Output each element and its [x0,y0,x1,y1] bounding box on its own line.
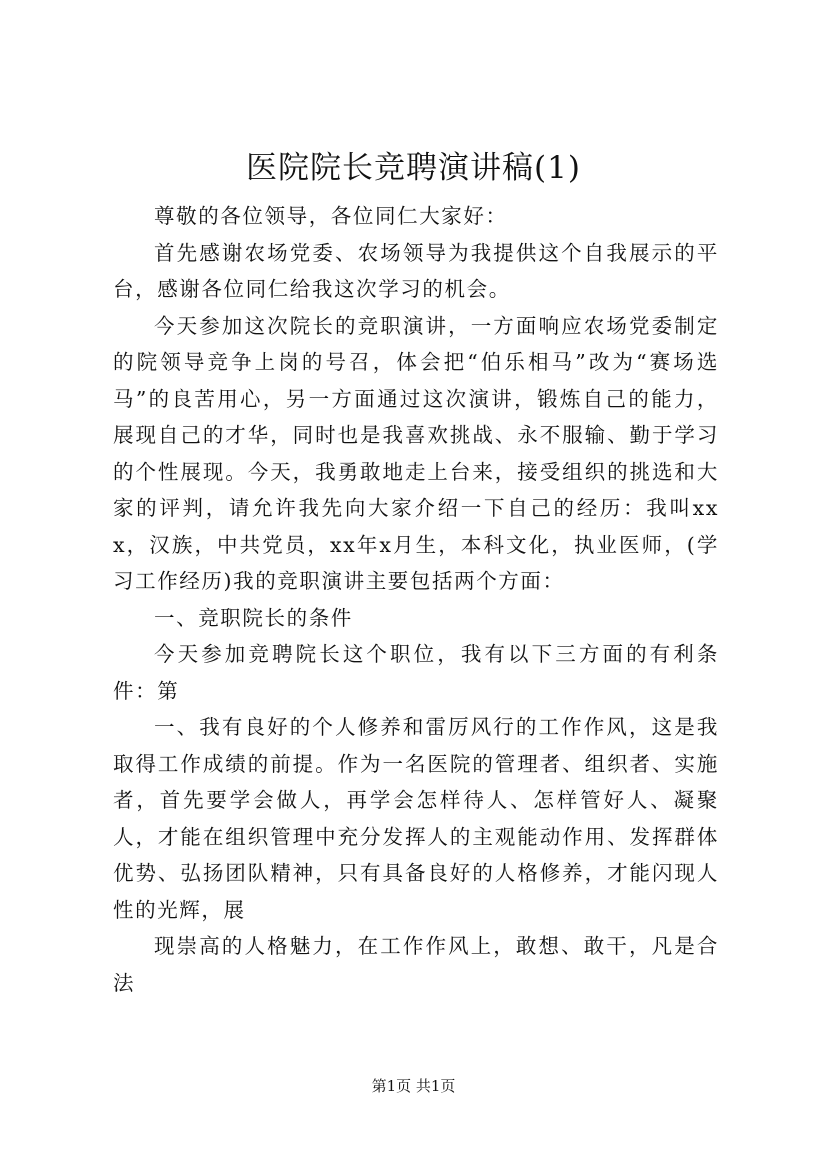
document-body [113,198,719,1001]
paragraph-conditions-intro: 今天参加竞聘院长这个职位，我有以下三方面的有利条件：第 [113,642,719,703]
paragraph-greeting: 尊敬的各位领导，各位同仁大家好： [154,204,508,228]
paragraph-introduction: 今天参加这次院长的竞职演讲，一方面响应农场党委制定的院领导竞争上岗的号召，体会把“伯乐相马”改为“赛场选马”的良苦用心，另一方面通过这次演讲，锻炼自己的能力，展现自己的才华，同时也是我喜欢挑战、永不服输、勤于学习的个性展现。今天，我勇敢地走上台来，接受组织的挑选和大家的评判，请允许我先向大家介绍一下自己的经历：我叫xxx，汉族，中共党员，xx年x月生，本科文化，执业医师，(学习工作经历)我的竞职演讲主要包括两个方面： [113,313,719,593]
paragraph-condition-one: 一、我有良好的个人修养和雷厉风行的工作作风，这是我取得工作成绩的前提。作为一名医院的管理者、组织者、实施者，首先要学会做人，再学会怎样待人、怎样管好人、凝聚人，才能在组织管理中充分发挥人的主观能动作用、发挥群体优势、弘扬团队精神，只有具备良好的人格修养，才能闪现人性的光辉，展 [113,715,719,922]
paragraph-thanks: 首先感谢农场党委、农场领导为我提供这个自我展示的平台，感谢各位同仁给我这次学习的机会。 [113,240,719,301]
document-title: 医院院长竞聘演讲稿(1) [246,150,581,186]
paragraph-condition-one-continued: 现崇高的人格魅力，在工作作风上，敢想、敢干，凡是合法 [113,934,719,995]
page-number-footer: 第1页 共1页 [371,1077,456,1095]
section-heading-conditions: 一、竞职院长的条件 [154,605,353,630]
